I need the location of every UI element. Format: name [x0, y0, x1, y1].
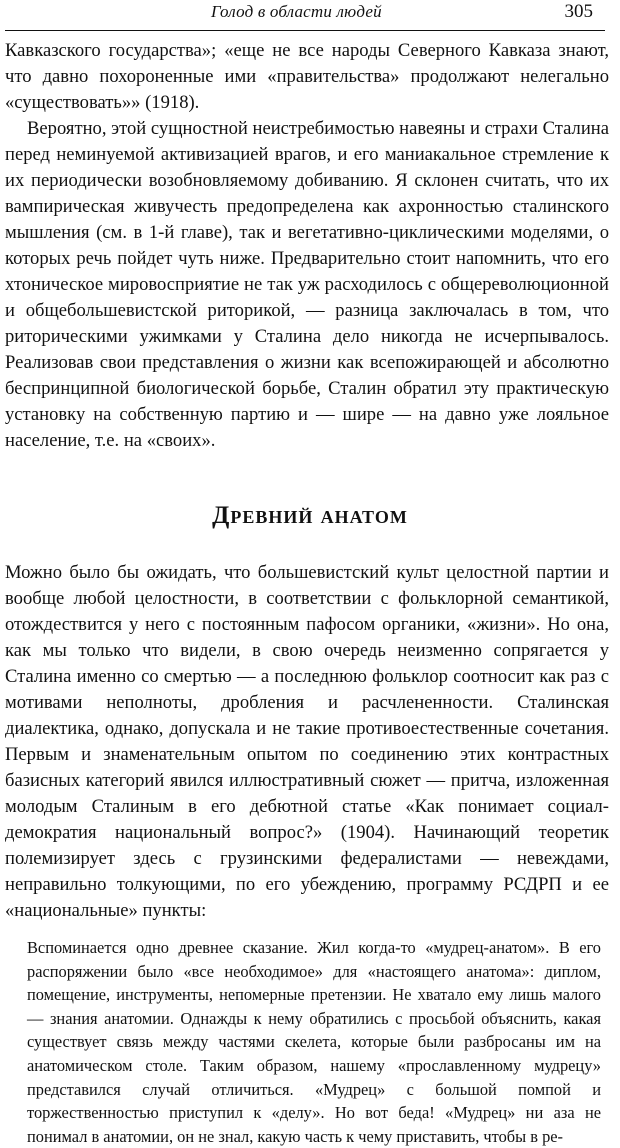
page-header [5, 0, 605, 31]
section-paragraph: Можно было бы ожидать, что большевистский культ целостной партии и вообще любой целостности, в соответствии с фольклорной семантикой, отождествится у него с постоянным пафосом органики, «жизни». Но она, как мы только что видели, в свою очередь неизменно сопрягается у Сталина именно со смертью — а последнюю фольклор соотносит как раз с мотивами неполноты, дробления и расчлененности. Сталинская диалектика, однако, допускала и не такие противоестественные сочетания. Первым и знаменательным опытом по соединению этих контрастных базисных категорий явился иллюстративный сюжет — притча, изложенная молодым Сталиным в его дебютной статье «Как понимает социал-демократия национальный вопрос?» (1904). Начинающий теоретик полемизирует здесь с грузинскими федералистами — невеждами, неправильно толкующими, по его убеждению, программу РСДРП и ее «национальные» пункты: [5, 562, 609, 921]
section-title: Древний анатом [212, 502, 408, 529]
paragraph-1: Кавказского государства»; «еще не все народы Северного Кавказа знают, что давно похороненные ими «правительства» продолжают нелегально «существовать»» (1918). [5, 40, 609, 113]
page-number: 305 [564, 1, 593, 22]
paragraph-2: Вероятно, этой сущностной неистребимостью навеяны и страхи Сталина перед неминуемой активизацией врагов, и его маниакальное стремление к их периодически возобновляемому добиванию. Я склонен считать, что их вампирическая живучесть предопределена как ахронностью сталинского мышления (см. в 1-й главе), так и вегетативно-циклическими моделями, о которых речь пойдет чуть ниже. Предварительно стоит напомнить, что его хтоническое мировосприятие не так уж расходилось с общереволюционной и общебольшевистской риторикой, — разница заключалась в том, что риторическими ужимками у Сталина дело никогда не исчерпывалось. Реализовав свои представления о жизни как всепожирающей и абсолютно беспринципной биологической борьбе, Сталин обратил эту практическую установку на собственную партию и — шире — на давно уже лояльное население, т.е. на «своих». [5, 118, 609, 451]
block-quote: Вспоминается одно древнее сказание. Жил когда-то «мудрец-анатом». В его распоряжении было «все необходимое» для «настоящего анатома»: диплом, помещение, инструменты, непомерные претензии. Не хватало ему лишь малого — знания анатомии. Однажды к нему обратились с просьбой объяснить, какая существует связь между частями скелета, которые были разбросаны им на анатомическом столе. Таким образом, нашему «прославленному мудрецу» представился случай отличиться. «Мудрец» с большой помпой и торжественностью приступил к «делу». Но вот беда! «Мудрец» ни аза не понимал в анатомии, он не знал, какую часть к чему приставить, чтобы в ре- [27, 938, 601, 1146]
section-body [5, 560, 609, 1148]
running-title: Голод в области людей [211, 2, 382, 21]
